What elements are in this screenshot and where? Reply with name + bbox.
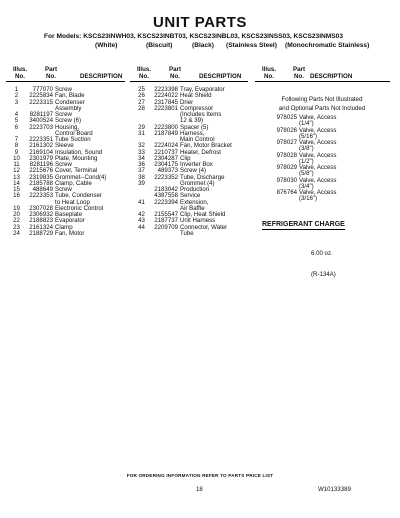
part-number: 2223315 (29, 98, 53, 106)
part-description: Sleeve (55, 142, 74, 150)
illus-number: 10 (13, 154, 20, 162)
part-number: 2188729 (29, 229, 53, 237)
part-description: Tray, Evaporator (180, 86, 225, 93)
illus-no-header: No. (264, 73, 274, 80)
description-header-1: DESCRIPTION (80, 73, 123, 80)
parts-row (135, 231, 255, 237)
illus-no-header: No. (15, 73, 25, 80)
illus-number: 5 (14, 117, 19, 125)
header-part-1 (33, 66, 69, 80)
part-description: Baseplate (55, 211, 83, 218)
not-illustrated-line: Following Parts Not Illustrated (281, 96, 363, 103)
part-number: 2223398 (154, 86, 178, 93)
part-number: 2224022 (154, 92, 178, 100)
part-description: Air Baffle (180, 204, 205, 212)
part-number: 488649 (32, 186, 53, 193)
part-number: 2225834 (29, 92, 53, 100)
page-number: 18 (196, 486, 203, 493)
part-number: 978026 (276, 126, 297, 134)
part-number: 2223352 (154, 173, 178, 181)
header-rule-3 (255, 81, 390, 82)
part-description: Valve, Access (299, 114, 337, 121)
part-description: Tube (180, 229, 194, 237)
part-description: Condenser (55, 98, 85, 106)
illus-number: 27 (138, 98, 145, 106)
part-description: (5/16") (299, 132, 318, 140)
illus-number: 31 (138, 129, 145, 137)
part-description: Electronic Control (55, 204, 104, 212)
part-description: Insulation, Sound (55, 148, 103, 156)
part-number (256, 196, 299, 202)
header-rule-2 (130, 81, 248, 82)
illus-number: 20 (13, 211, 20, 218)
illus-number: 38 (138, 173, 145, 181)
illus-number: 22 (13, 217, 20, 225)
parts-list-col-1 (10, 87, 128, 237)
part-number: 876764 (276, 189, 297, 196)
illus-number: 11 (13, 161, 20, 168)
part-description: Heater, Defrost (180, 148, 221, 156)
part-number: 2155547 (154, 211, 178, 218)
header-illus-3 (255, 66, 283, 80)
part-header: Part (44, 66, 58, 73)
part-description: Tube, Condenser (55, 192, 102, 200)
part-no-header: No. (294, 73, 304, 80)
part-number: 8281197 (29, 111, 53, 118)
part-description: Service (180, 192, 201, 200)
part-number: 4387558 (154, 192, 178, 200)
part-no-header: No. (46, 73, 56, 80)
part-number (148, 231, 180, 237)
part-description: Valve, Access (299, 151, 337, 159)
color-label-biscuit: (Biscuit) (146, 42, 173, 49)
illus-number: 41 (138, 198, 145, 206)
refrigerant-charge-value (311, 236, 336, 285)
part-description: Grommet--Cond(4) (55, 173, 107, 181)
part-description: Plate, Mounting (55, 154, 98, 162)
part-number: 2210737 (154, 148, 178, 156)
part-description: Tube, Discharge (180, 173, 225, 181)
refrigerant-amount: 6.00 oz. (311, 250, 333, 257)
part-description: Harness, (180, 129, 205, 137)
part-number: 2161302 (29, 142, 53, 150)
header-rule-1 (6, 81, 125, 82)
illus-number: 42 (138, 211, 145, 218)
part-number: 2223351 (29, 136, 53, 143)
access-valve-list (256, 115, 336, 203)
illus-header: Illus. (261, 66, 277, 73)
part-number: 2187849 (154, 129, 178, 137)
description-header-3: DESCRIPTION (310, 73, 353, 80)
part-description: (1/2") (299, 157, 314, 165)
part-description: Fan, Motor Bracket (180, 142, 232, 150)
illus-number: 12 (13, 167, 20, 175)
part-number: 2223353 (29, 192, 53, 200)
part-description: Screw (6) (55, 117, 82, 125)
illus-number: 8 (14, 142, 19, 150)
color-label-stainless: (Stainless Steel) (226, 42, 277, 49)
part-number: 2304175 (154, 161, 178, 168)
part-description: Control Board (55, 129, 93, 137)
refrigerant-type: (R-134A) (311, 271, 336, 278)
page-title: UNIT PARTS (153, 14, 247, 31)
part-description: Valve, Access (299, 189, 337, 196)
header-illus-2 (130, 66, 158, 80)
part-description: Screw (55, 161, 72, 168)
illus-number: 26 (138, 92, 145, 100)
illus-number: 13 (13, 173, 20, 181)
illus-number: 4 (14, 111, 19, 118)
part-description: (5/8") (299, 170, 314, 178)
description-header-2: DESCRIPTION (199, 73, 242, 80)
part-number: 2169104 (29, 148, 53, 156)
illus-number: 36 (138, 161, 145, 168)
illus-number: 25 (138, 86, 145, 93)
part-description: Heat Shield (180, 92, 212, 100)
part-description: Tube Suction (55, 136, 91, 143)
part-number: 2209709 (154, 223, 178, 231)
color-label-black: (Black) (192, 42, 214, 49)
part-number: 2215676 (29, 167, 53, 175)
part-description: (3/16") (299, 195, 318, 203)
part-description: Spacer (5) (180, 123, 209, 131)
illus-number: 39 (138, 179, 145, 187)
part-number: 978028 (276, 151, 297, 159)
part-number: 8281196 (29, 161, 53, 168)
part-description: Screw (55, 111, 72, 118)
part-description: Fan, Motor (55, 229, 85, 237)
illus-number: 19 (13, 204, 20, 212)
illus-number: 1 (14, 86, 19, 93)
header-illus-1 (6, 66, 34, 80)
part-number: 2301979 (29, 154, 53, 162)
part-number: 2307028 (29, 204, 53, 212)
part-number: 2224024 (154, 142, 178, 150)
part-header: Part (168, 66, 182, 73)
part-description: Screw (55, 86, 72, 93)
part-description: Clamp, Cable (55, 179, 92, 187)
part-description: Grommet (4) (180, 179, 215, 187)
part-description: Fan, Blade (55, 92, 85, 100)
illus-number: 14 (13, 179, 20, 187)
illus-number: 33 (138, 148, 145, 156)
illus-number: 9 (14, 148, 19, 156)
illus-number: 28 (138, 104, 145, 112)
part-number: 978027 (276, 139, 297, 146)
part-description: Inverter Box (180, 161, 213, 168)
part-description: Screw (4) (180, 167, 207, 175)
part-description: Valve, Access (299, 176, 337, 184)
not-illustrated-note (256, 95, 388, 113)
illus-number: 37 (138, 167, 145, 175)
part-description: Clip, Heat Shield (180, 211, 226, 218)
part-number: 978030 (276, 176, 297, 184)
illus-number: 24 (13, 229, 20, 237)
illus-number: 34 (138, 154, 145, 162)
part-description: Valve, Access (299, 139, 337, 146)
part-description: Valve, Access (299, 164, 337, 171)
illus-number: 32 (138, 142, 145, 150)
refrigerant-charge-heading: REFRIGERANT CHARGE (262, 221, 345, 228)
part-description: (Includes Items (180, 111, 222, 118)
part-description: Screw (55, 186, 72, 193)
part-description: Connector, Water (180, 223, 228, 231)
part-description: Clip (180, 154, 191, 162)
access-valve-row (256, 196, 336, 202)
part-description: Clamp (55, 223, 73, 231)
illus-number: 16 (13, 192, 20, 200)
part-number: 2187737 (154, 217, 178, 225)
part-number: 777070 (32, 86, 53, 93)
part-description: to Heat Loop (55, 198, 90, 206)
part-description: Unit Harness (180, 217, 216, 225)
illus-number: 3 (14, 98, 19, 106)
illus-number: 23 (13, 223, 20, 231)
models-line: For Models: KSCS23INWH03, KSCS23INBT03, KSCS23INBL03, KSCS23INSS03, KSCS23INMS03 (44, 33, 344, 40)
part-description: (3/8") (299, 145, 314, 153)
part-number: 978025 (276, 114, 297, 121)
illus-number: 29 (138, 123, 145, 131)
part-number: 2161324 (29, 223, 53, 231)
parts-list-col-2 (135, 87, 255, 237)
illus-number (135, 231, 148, 237)
document-number: W10133389 (318, 486, 351, 493)
illus-number: 44 (138, 223, 145, 231)
part-number: 489373 (157, 167, 178, 175)
part-description: 12 & 39) (180, 117, 204, 125)
part-number: 2223801 (154, 104, 178, 112)
illus-number: 15 (13, 186, 20, 193)
color-label-monochromatic: (Monochromatic Stainless) (285, 42, 370, 49)
part-no-header: No. (170, 73, 180, 80)
part-header: Part (292, 66, 306, 73)
part-number: 2183042 (154, 186, 178, 193)
part-description: (1/4") (299, 120, 314, 128)
illus-header: Illus. (12, 66, 28, 73)
part-description: (3/4") (299, 182, 314, 190)
illus-number: 7 (14, 136, 19, 143)
illus-header: Illus. (136, 66, 152, 73)
not-illustrated-line: and Optional Parts Not Included (278, 105, 366, 112)
header-part-2 (157, 66, 193, 80)
part-description: Compressor (180, 104, 214, 112)
illus-number: 43 (138, 217, 145, 225)
part-number: 2223800 (154, 123, 178, 131)
part-description: Assembly (55, 104, 82, 112)
part-number: 2223703 (29, 123, 53, 131)
part-number: 2223394 (154, 198, 178, 206)
part-description: Housing, (55, 123, 80, 131)
part-description: Main Control (180, 136, 215, 143)
illus-number: 6 (14, 123, 19, 131)
part-description: Evaporator (55, 217, 85, 225)
illus-number: 2 (14, 92, 19, 100)
part-number: 2188823 (29, 217, 53, 225)
part-description: Production (180, 186, 210, 193)
part-description: Cover, Terminal (55, 167, 98, 175)
part-description: Extension, (180, 198, 209, 206)
color-label-white: (White) (95, 42, 118, 49)
part-number: 978029 (276, 164, 297, 171)
part-number: 3400524 (29, 117, 53, 125)
part-description: Valve, Access (299, 126, 337, 134)
part-number: 2304287 (154, 154, 178, 162)
part-number: 2319835 (29, 173, 53, 181)
part-number: 2185788 (29, 179, 53, 187)
part-description: Drier (180, 98, 194, 106)
part-number: 2306932 (29, 211, 53, 218)
ordering-info-note: FOR ORDERING INFORMATION REFER TO PARTS PRICE LIST (126, 473, 274, 478)
parts-row (10, 231, 128, 237)
illus-no-header: No. (139, 73, 149, 80)
part-number: 2317845 (154, 98, 178, 106)
